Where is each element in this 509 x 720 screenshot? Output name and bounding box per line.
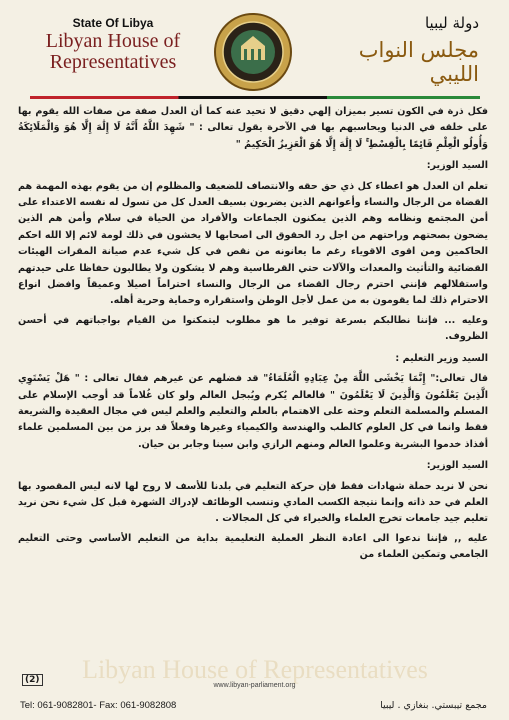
section-heading: السيد الوزير: <box>426 160 488 172</box>
paragraph: عليه ,, فإننا ندعوا الى اعادة النظر العملية التعليمية بداية من التعليم الأساسي وحتى التعليم الجامعي وتمكين العلماء من <box>18 532 488 561</box>
parliament-seal-logo <box>213 12 293 92</box>
header-arabic <box>319 14 479 86</box>
house-name-en-2: Representatives <box>49 51 177 73</box>
state-name-ar: دولة ليبيا <box>424 14 479 32</box>
house-name-ar: مجلس النواب الليبي <box>358 38 479 86</box>
paragraph: قال تعالى:" إِنَّمَا يَخْشَى اللَّهَ مِنْ عِبَادِهِ الْعُلَمَاءُ" قد فضلهم عن غيرهم فقال تعالى : " هَلْ يَسْتَوِي الَّذِينَ يَعْلَمُونَ وَالَّذِينَ لَا يَعْلَمُونَ " فالعالم يُكرم ويُبجل العالم ولو كان غُلاماً قد أوجب الإسلام على المسلم والمسلمة التعلم وحثه على الاهتمام بالعلم والتعليم والعلم ليس في مجال العقيدة والشريعة فقط وانما في كل العلوم كالطب والهندسة والكيمياء وغيرها وفعلاً قد برز من بين المسلمين علماء أفذاذ خدموا البشرية وعلموا العالم ومنهم الرازي وابن سينا وجابر بن حيان. <box>18 373 488 450</box>
paragraph: نحن لا نريد حملة شهادات فقط فإن حركة التعليم في بلدنا للأسف لا روح لها لانه ليس المقصود بها العلم في حد ذاته وإنما نتيجة الكسب المادي وتنسب الوظائف لإدراك الشهرة قبل كل شيء نحن نريد تعليم جيد جامعات تخرج العلماء والخبراء في كل المجالات . <box>18 480 488 525</box>
page-number: (2) <box>22 674 43 686</box>
state-name-en: State Of Libya <box>72 16 154 30</box>
watermark: Libyan House of Representatives <box>82 655 428 684</box>
section-heading: السيد وزير التعليم : <box>395 352 488 364</box>
paragraph: تعلم ان العدل هو اعطاء كل ذي حق حقه والانتصاف للضعيف والمظلوم إن من يقوم بهذه المهمة هم القضاة من الرجال والنساء وأعوانهم الذين يضربون بسيف العدل كل من تسول له نفسه الاعتداء على أمن المجتمع ونظامه وهم الذين يمكنون الجماعات والأفراد من الحياة في سلام وأمن هم الذين يضحون بصحتهم وراحتهم من اجل رد الحقوق الى اصحابها لا يخشون في ذلك لومة لائم إلا الله احكم الحاكمين ومن اقوى الاقوياء رغم ما يعانونه من نقص في كل شيء عدم صيانة المقرات الهيئات القضائية والتأثيث والمعدات والآلات حتي القرطاسية وهم لا يشكون ولا يطالبون حفاظا على حيدتهم واستقلالهم فإنني احترم رجال القضاء من الرجال والنساء احتراماً اصيلا وعميقاً وافضل انواع الاحترام ذلك لما يقومون به من عمل لأجل الوطن واستقراره وحماية وحرية أهله. <box>18 180 488 307</box>
paragraph: وعليه ... فإننا نطالبكم بسرعة توفير ما هو مطلوب ليتمكنوا من القيام بواجباتهم في أحسن الظروف. <box>18 314 488 343</box>
house-name-en-1: Libyan House of <box>45 30 181 52</box>
section-heading: السيد الوزير: <box>426 460 488 472</box>
website-link[interactable]: www.libyan-parliament.org <box>213 682 296 689</box>
phone-fax: Tel: 061-9082801- Fax: 061-9082808 <box>20 700 177 711</box>
flag-divider <box>30 96 480 99</box>
header-english <box>38 16 188 72</box>
letter-body <box>18 104 488 659</box>
paragraph: فكل ذرة في الكون تسير بميزان إلهي دقيق لا تحيد عنه كما أن العدل صفة من صفات الله يقوم بها على خلقه في الدنيا ويحاسبهم بها في الآخرة يقول تعالى : " شَهِدَ اللَّهُ أَنَّهُ لَا إِلَٰهَ إِلَّا هُوَ وَالْمَلَائِكَةُ وَأُولُو الْعِلْمِ قَائِمًا بِالْقِسْطِ ۚ لَا إِلَٰهَ إِلَّا هُوَ الْعَزِيزُ الْحَكِيمُ " <box>18 106 488 150</box>
address: مجمع تيبستي. بنغازي . ليبيا <box>380 700 487 711</box>
